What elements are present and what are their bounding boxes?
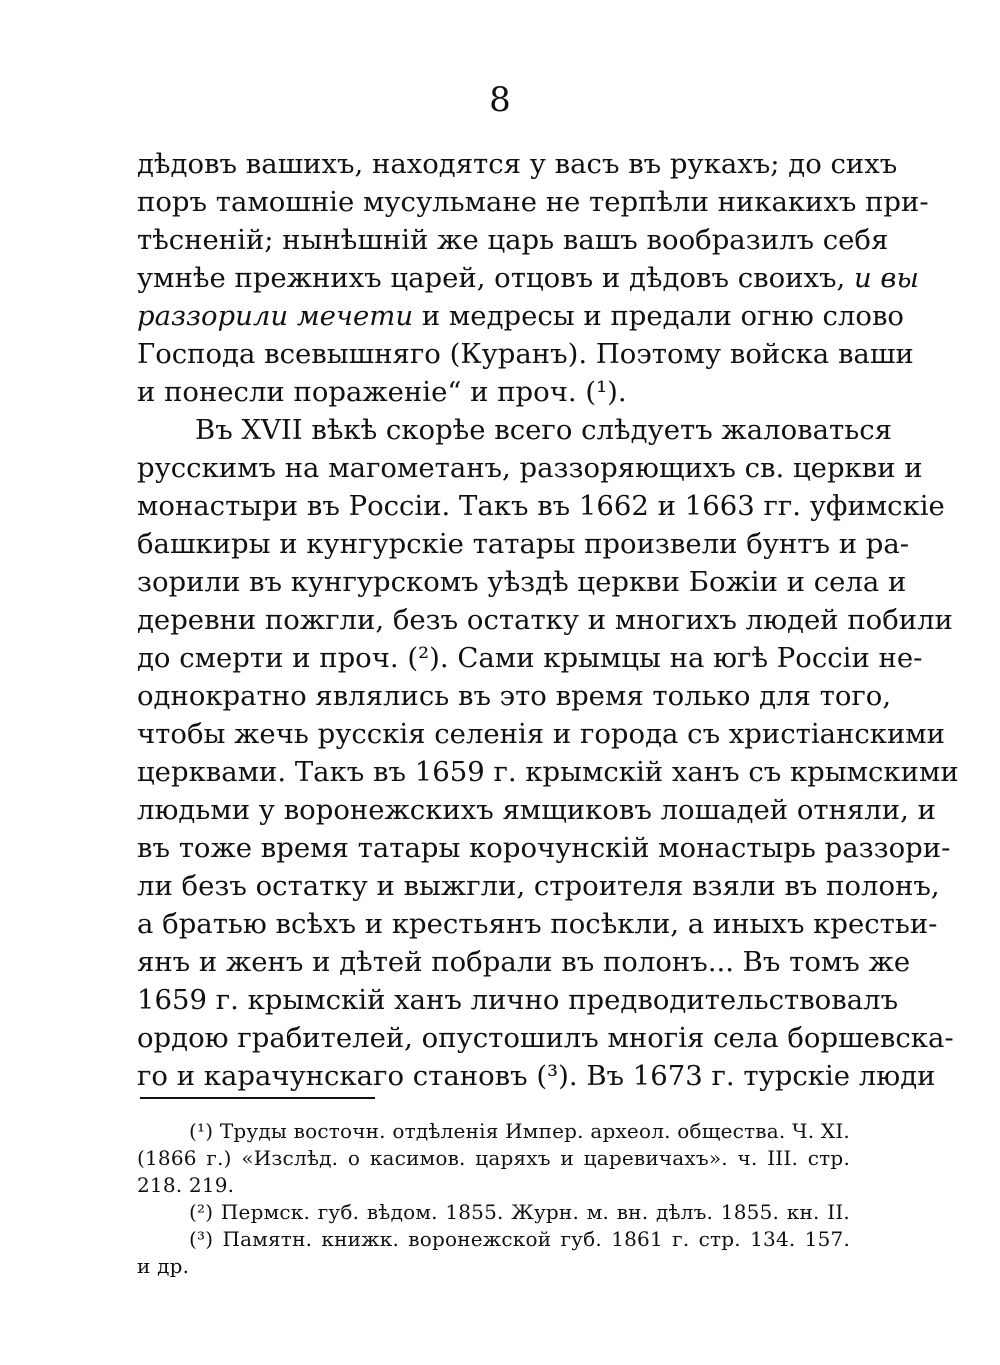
text-segment: умнѣе прежнихъ царей, отцовъ и дѣдовъ своихъ, bbox=[137, 262, 846, 294]
footnote-line: (¹) Труды восточн. отдѣленія Импер. археол. общества. Ч. XI. bbox=[189, 1119, 850, 1143]
text-line: однократно являлись въ это время только для того, bbox=[137, 680, 892, 712]
text-line: го и карачунскаго становъ (³). Въ 1673 г. турскіе люди bbox=[137, 1060, 936, 1092]
text-line: людьми у воронежскихъ ямщиковъ лошадей отняли, и bbox=[137, 794, 936, 826]
text-line: а братью всѣхъ и крестьянъ посѣкли, а иныхъ крестьи- bbox=[137, 908, 938, 940]
footnote-rule bbox=[140, 1097, 375, 1099]
body-text bbox=[137, 145, 959, 1095]
text-line: до смерти и проч. (²). Сами крымцы на югѣ Россіи не- bbox=[137, 642, 923, 674]
text-line: ордою грабителей, опустошилъ многія села боршевска- bbox=[137, 1022, 954, 1054]
footnote-line: (²) Пермск. губ. вѣдом. 1855. Журн. м. вн. дѣлъ. 1855. кн. II. bbox=[189, 1200, 850, 1224]
text-line: русскимъ на магометанъ, раззоряющихъ св. церкви и bbox=[137, 452, 923, 484]
text-line bbox=[137, 259, 919, 297]
text-line: башкиры и кунгурскіе татары произвели бунтъ и ра- bbox=[137, 528, 910, 560]
text-line: церквами. Такъ въ 1659 г. крымскій ханъ съ крымскими bbox=[137, 756, 959, 788]
text-line: янъ и женъ и дѣтей побрали въ полонъ... Въ томъ же bbox=[137, 946, 911, 978]
text-line: и понесли пораженіе“ и проч. (¹). bbox=[137, 376, 627, 408]
page-number: 8 bbox=[489, 80, 511, 120]
text-line: монастыри въ Россіи. Такъ въ 1662 и 1663 гг. уфимскіе bbox=[137, 490, 945, 522]
footnote-line: 218. 219. bbox=[137, 1173, 235, 1197]
text-line: ли безъ остатку и выжгли, строителя взяли въ полонъ, bbox=[137, 870, 940, 902]
text-line: Въ XVII вѣкѣ скорѣе всего слѣдуетъ жаловаться bbox=[195, 414, 892, 446]
text-segment: и медресы и предали огню слово bbox=[421, 300, 904, 332]
text-line: поръ тамошніе мусульмане не терпѣли никакихъ при- bbox=[137, 186, 929, 218]
text-line bbox=[137, 297, 904, 335]
text-line: тѣсненій; нынѣшній же царь вашъ вообразилъ себя bbox=[137, 224, 889, 256]
text-line: дѣдовъ вашихъ, находятся у васъ въ рукахъ; до сихъ bbox=[137, 148, 898, 180]
footnote-line: (1866 г.) «Изслѣд. о касимов. царяхъ и царевичахъ». ч. III. стр. bbox=[137, 1146, 850, 1170]
italic-segment: раззорили мечети bbox=[137, 300, 414, 332]
footnote-line: и др. bbox=[137, 1254, 190, 1278]
italic-segment: и вы bbox=[853, 262, 919, 294]
text-line: въ тоже время татары корочунскій монастырь раззори- bbox=[137, 832, 951, 864]
text-line: Господа всевышняго (Куранъ). Поэтому войска ваши bbox=[137, 338, 914, 370]
footnote-line: (³) Памятн. книжк. воронежской губ. 1861 г. стр. 134. 157. bbox=[189, 1227, 850, 1251]
text-line: деревни пожгли, безъ остатку и многихъ людей побили bbox=[137, 604, 953, 636]
footnotes bbox=[137, 1118, 850, 1280]
text-line: зорили въ кунгурскомъ уѣздѣ церкви Божіи и села и bbox=[137, 566, 907, 598]
text-line: 1659 г. крымскій ханъ лично предводительствовалъ bbox=[137, 984, 899, 1016]
text-line: чтобы жечь русскія селенія и города съ христіанскими bbox=[137, 718, 946, 750]
